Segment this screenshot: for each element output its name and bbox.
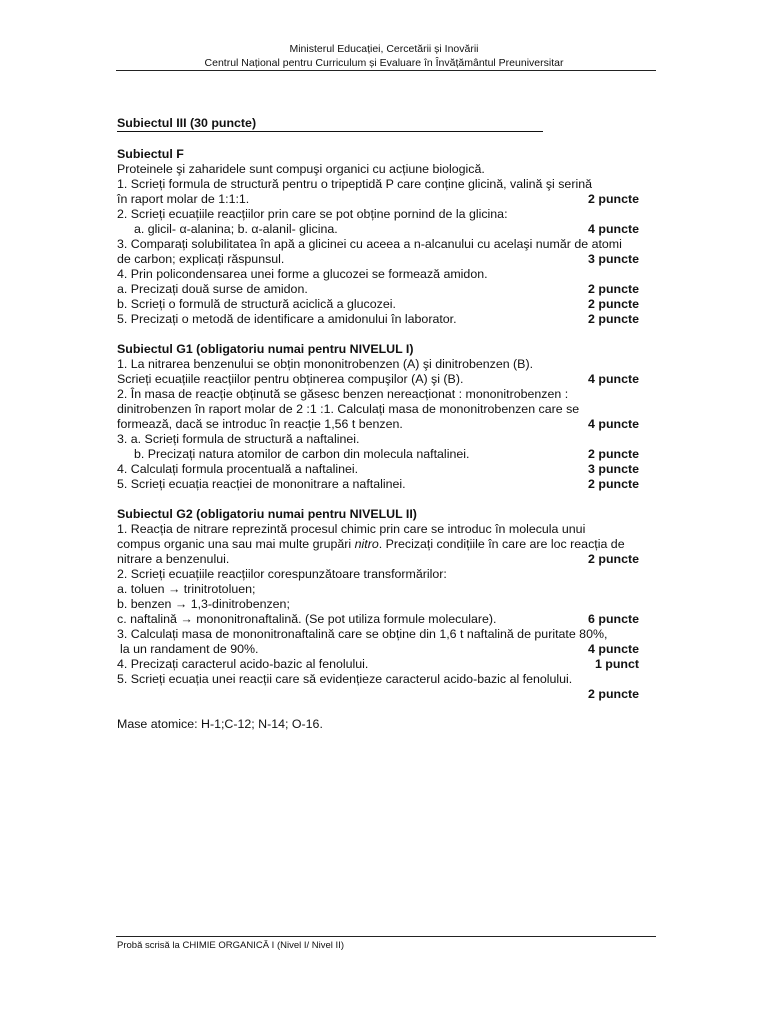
document-header: [0, 42, 768, 70]
g1-question-3b: b. Precizați natura atomilor de carbon din molecula naftalinei. 2 puncte: [134, 447, 639, 461]
points-label: 2 puncte: [588, 447, 639, 461]
points-label: 2 puncte: [588, 192, 639, 206]
g1-question-4: 4. Calculați formula procentuală a naftalinei. 3 puncte: [117, 462, 639, 476]
subject-f-title: Subiectul F: [117, 147, 184, 161]
points-label: 2 puncte: [588, 477, 639, 491]
g1-question-2-line2: dinitrobenzen în raport molar de 2 :1 :1. Calculați masa de mononitrobenzen care se: [117, 402, 580, 416]
f-question-1-line1: 1. Scrieți formula de structură pentru o tripeptidă P care conține glicină, valină şi serină: [117, 177, 592, 191]
f-question-1-line2: în raport molar de 1:1:1. 2 puncte: [117, 192, 639, 206]
points-label: 3 puncte: [588, 462, 639, 476]
f-question-4b: b. Scrieți o formulă de structură aciclică a glucozei. 2 puncte: [117, 297, 639, 311]
f-question-3-line1: 3. Comparați solubilitatea în apă a glicinei cu aceea a n-alcanului cu acelaşi număr de atomi: [117, 237, 622, 251]
footer-divider: [116, 936, 656, 937]
g1-question-5: 5. Scrieți ecuația reacției de mononitrare a naftalinei. 2 puncte: [117, 477, 639, 491]
g2-question-1-line3: nitrare a benzenului. 2 puncte: [117, 552, 639, 566]
points-label: 1 punct: [594, 657, 639, 671]
g2-question-3-line2: la un randament de 90%. 4 puncte: [120, 642, 639, 656]
f-question-2: 2. Scrieți ecuațiile reacțiilor prin care se pot obține pornind de la glicina:: [117, 207, 508, 221]
g2-question-4: 4. Precizați caracterul acido-bazic al fenolului. 1 punct: [117, 657, 639, 671]
subject-f-intro: Proteinele şi zaharidele sunt compuşi organici cu acțiune biologică.: [117, 162, 485, 176]
subject-g2-title: Subiectul G2 (obligatoriu numai pentru NIVELUL II): [117, 507, 417, 521]
g1-question-2-line1: 2. În masa de reacție obținută se găsesc benzen nereacționat : mononitrobenzen :: [117, 387, 569, 401]
footer-text: Probă scrisă la CHIMIE ORGANICĂ I (Nivel I/ Nivel II): [117, 940, 344, 951]
g2-question-2b: b. benzen → 1,3-dinitrobenzen;: [117, 597, 290, 611]
g1-question-1-line2: Scrieți ecuațiile reacțiilor pentru obținerea compuşilor (A) şi (B). 4 puncte: [117, 372, 639, 386]
points-label: 2 puncte: [588, 297, 639, 311]
points-label: 2 puncte: [588, 282, 639, 296]
g2-question-2c: c. naftalină → mononitronaftalină. (Se pot utiliza formule moleculare). 6 puncte: [117, 612, 639, 626]
points-label: 3 puncte: [588, 252, 639, 266]
points-label: 2 puncte: [588, 687, 639, 701]
g1-question-1-line1: 1. La nitrarea benzenului se obțin mononitrobenzen (A) şi dinitrobenzen (B).: [117, 357, 534, 371]
atomic-masses: Mase atomice: H-1;C-12; N-14; O-16.: [117, 717, 323, 731]
points-label: 2 puncte: [588, 312, 639, 326]
subject-iii-heading: Subiectul III (30 puncte): [117, 116, 543, 132]
points-label: 4 puncte: [588, 222, 639, 236]
points-label: 6 puncte: [588, 612, 639, 626]
g1-question-2-line3: formează, dacă se introduc în reacție 1,56 t benzen. 4 puncte: [117, 417, 639, 431]
g2-question-2a: a. toluen → trinitrotoluen;: [117, 582, 256, 596]
g2-question-5-points: [117, 687, 639, 702]
g2-question-2: 2. Scrieți ecuațiile reacțiilor corespunzătoare transformărilor:: [117, 567, 447, 581]
points-label: 4 puncte: [588, 372, 639, 386]
f-question-4a: a. Precizați două surse de amidon. 2 puncte: [117, 282, 639, 296]
f-question-4: 4. Prin policondensarea unei forme a glucozei se formează amidon.: [117, 267, 488, 281]
subject-g1-title: Subiectul G1 (obligatoriu numai pentru NIVELUL I): [117, 342, 414, 356]
g2-question-1-line1: 1. Reacția de nitrare reprezintă procesul chimic prin care se introduc în molecula unui: [117, 522, 586, 536]
ministry-name: Ministerul Educației, Cercetării și Inovării: [289, 43, 479, 55]
exam-content: [117, 116, 639, 732]
g2-question-5: 5. Scrieți ecuația unei reacții care să evidențieze caracterul acido-bazic al fenolului.: [117, 672, 573, 686]
points-label: 4 puncte: [588, 417, 639, 431]
f-question-5: 5. Precizați o metodă de identificare a amidonului în laborator. 2 puncte: [117, 312, 639, 326]
points-label: 2 puncte: [588, 552, 639, 566]
f-question-2-items: a. glicil- α-alanina; b. α-alanil- glicina. 4 puncte: [134, 222, 639, 236]
header-divider: [116, 70, 656, 71]
g1-question-3a: 3. a. Scrieți formula de structură a naftalinei.: [117, 432, 360, 446]
points-label: 4 puncte: [588, 642, 639, 656]
f-question-3-line2: de carbon; explicați răspunsul. 3 puncte: [117, 252, 639, 266]
g2-question-3-line1: 3. Calculați masa de mononitronaftalină care se obține din 1,6 t naftalină de puritate 80%,: [117, 627, 608, 641]
center-name: Centrul Național pentru Curriculum și Evaluare în Învățământul Preuniversitar: [204, 57, 564, 69]
g2-question-1-line2: compus organic una sau mai multe grupări nitro. Precizați condițiile în care are loc reacția de: [117, 537, 625, 551]
